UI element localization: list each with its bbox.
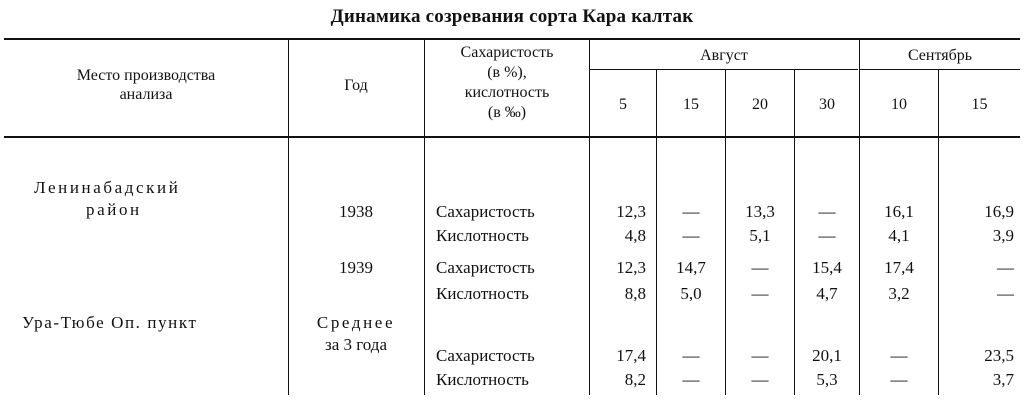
table-cell: — <box>997 258 1014 277</box>
table-cell: 3,7 <box>992 370 1014 389</box>
table-cell: 8,2 <box>624 370 646 389</box>
header-indicator <box>426 43 588 123</box>
header-day: 30 <box>819 96 835 113</box>
table-cell: 4,7 <box>816 284 838 303</box>
column-divider <box>424 40 425 395</box>
table-cell: 17,4 <box>884 258 914 277</box>
row-indicator: Кислотность <box>436 284 529 303</box>
table-cell: — <box>890 370 908 389</box>
table-cell: 23,5 <box>984 346 1014 365</box>
header-day: 5 <box>619 96 627 113</box>
header-august: Август <box>700 47 748 64</box>
table-cell: 13,3 <box>745 202 775 221</box>
table-cell: — <box>818 202 836 221</box>
month-underline-september <box>860 69 1020 70</box>
row-indicator: Кислотность <box>436 226 529 245</box>
header-indicator-line2: (в %), <box>487 64 527 81</box>
year-average-period: за 3 года <box>324 335 387 354</box>
table-cell: 16,9 <box>984 202 1014 221</box>
row-indicator: Сахаристость <box>436 202 535 221</box>
table-cell: 3,9 <box>992 226 1014 245</box>
header-day: 15 <box>971 96 988 113</box>
table-cell: 14,7 <box>676 258 706 277</box>
header-indicator-line3: кислотность <box>464 84 550 101</box>
place-uratyube <box>22 313 198 333</box>
table-cell: 12,3 <box>616 202 646 221</box>
header-place-line2: анализа <box>119 86 173 103</box>
row-indicator: Кислотность <box>436 370 529 389</box>
table-cell: 3,2 <box>888 284 910 303</box>
month-underline-august <box>590 69 858 70</box>
table-cell: — <box>751 258 769 277</box>
header-place-line1: Место производства <box>76 67 216 84</box>
year-1938: 1938 <box>339 202 373 221</box>
table-cell: — <box>890 346 908 365</box>
table-cell: — <box>682 370 700 389</box>
table-cell: — <box>682 202 700 221</box>
table-cell: 4,1 <box>888 226 910 245</box>
top-rule <box>4 38 1020 40</box>
table-cell: 8,8 <box>624 284 646 303</box>
header-day: 15 <box>683 96 699 113</box>
table-cell: 5,0 <box>680 284 702 303</box>
column-divider <box>288 40 289 395</box>
row-indicator: Сахаристость <box>436 346 535 365</box>
table-cell: 5,3 <box>816 370 838 389</box>
table-cell: — <box>751 370 769 389</box>
header-day: 20 <box>752 96 768 113</box>
header-year: Год <box>344 77 368 94</box>
table-cell: — <box>751 284 769 303</box>
table-cell: — <box>682 346 700 365</box>
row-indicator: Сахаристость <box>436 258 535 277</box>
table-cell: — <box>751 346 769 365</box>
table-title: Динамика созревания сорта Кара калтак <box>330 6 694 27</box>
year-average: Среднее <box>316 313 396 332</box>
year-1939: 1939 <box>339 258 373 277</box>
table-cell: 5,1 <box>749 226 771 245</box>
table-cell: — <box>682 226 700 245</box>
table-cell: 12,3 <box>616 258 646 277</box>
table-cell: 15,4 <box>812 258 842 277</box>
header-bottom-rule <box>4 136 1020 138</box>
table-cell: — <box>997 284 1014 303</box>
table-cell: 20,1 <box>812 346 842 365</box>
header-day: 10 <box>891 96 907 113</box>
header-indicator-line1: Сахаристость <box>460 44 554 61</box>
table-cell: 16,1 <box>884 202 914 221</box>
table-cell: 4,8 <box>624 226 646 245</box>
place-leninabad-district: район <box>86 200 142 219</box>
header-september: Сентябрь <box>907 47 973 64</box>
place-leninabad: Ленинабадский <box>34 178 181 197</box>
table-cell: 17,4 <box>616 346 646 365</box>
header-place <box>6 66 286 104</box>
place-uratyube-label: Ура-Тюбе Оп. пункт <box>22 313 198 332</box>
header-indicator-line4: (в ‰) <box>487 104 527 121</box>
table-cell: — <box>818 226 836 245</box>
